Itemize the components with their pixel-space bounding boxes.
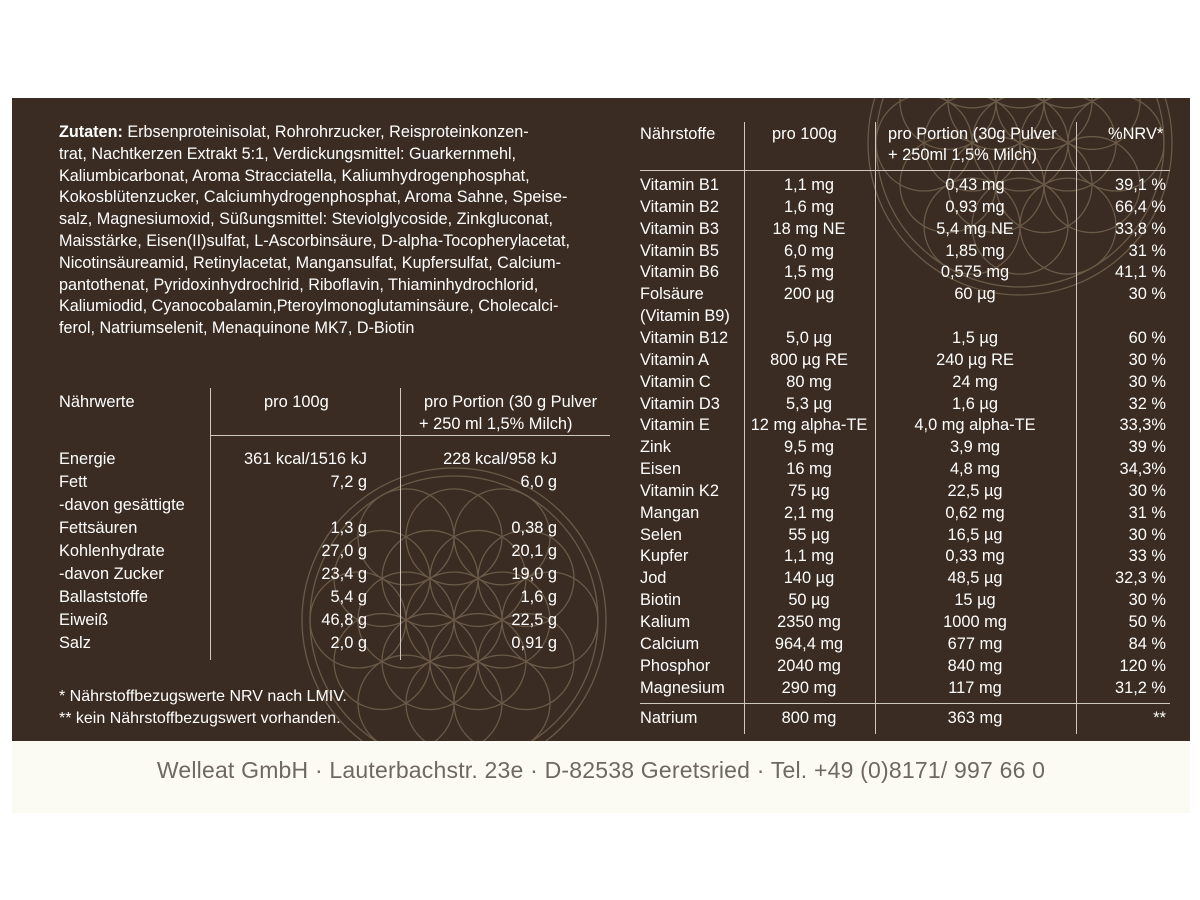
footer-band <box>12 741 1190 813</box>
nrv-percent: 33,3% <box>1119 416 1166 434</box>
value-per-portion: 0,575 mg <box>940 263 1010 281</box>
nrv-percent: 31 % <box>1128 504 1166 522</box>
value-per-100g: 46,8 g <box>321 611 367 629</box>
value-per-portion: 840 mg <box>947 657 1003 675</box>
value-per-portion: 228 kcal/958 kJ <box>443 450 557 468</box>
value-per-portion: 22,5 µg <box>947 482 1003 500</box>
value-per-100g: 5,4 g <box>330 588 367 606</box>
ingredients-line: Kokosblütenzucker, Calciumhydrogenphosphat, Aroma Sahne, Speise- <box>59 188 568 207</box>
naehrstoffe-header-portion-2: + 250ml 1,5% Milch) <box>888 146 1037 164</box>
row-divider <box>640 703 1170 704</box>
nrv-percent: 34,3% <box>1119 460 1166 478</box>
naehrstoffe-header-portion: pro Portion (30g Pulver <box>888 125 1057 143</box>
nutrient-name: Vitamin A <box>640 351 709 369</box>
value-per-portion: 0,91 g <box>511 634 557 652</box>
value-per-100g: 12 mg alpha-TE <box>750 416 868 434</box>
footnote: ** kein Nährstoffbezugswert vorhanden. <box>59 710 341 727</box>
value-per-100g: 5,3 µg <box>786 395 832 413</box>
nutrient-name: Vitamin B12 <box>640 329 729 347</box>
value-per-portion: 20,1 g <box>511 542 557 560</box>
nutrient-name: Magnesium <box>640 679 725 697</box>
value-per-100g: 5,0 µg <box>786 329 832 347</box>
nrv-percent: 39 % <box>1128 438 1166 456</box>
nrv-percent: 30 % <box>1128 373 1166 391</box>
ingredients-line: Nicotinsäureamid, Retinylacetat, Mangansulfat, Kupfersulfat, Calcium- <box>59 253 562 272</box>
nrv-percent: 50 % <box>1128 613 1166 631</box>
naehrwerte-header: Nährwerte <box>59 393 135 411</box>
ingredients-line: trat, Nachtkerzen Extrakt 5:1, Verdickungsmittel: Guarkernmehl, <box>59 144 517 163</box>
nrv-percent: 66,4 % <box>1114 198 1166 216</box>
value-per-100g: 2,0 g <box>330 634 367 652</box>
nrv-percent: 84 % <box>1128 635 1166 653</box>
value-per-100g: 50 µg <box>788 591 830 609</box>
value-per-portion: 0,62 mg <box>945 504 1005 522</box>
nutrient-name: Vitamin B6 <box>640 263 719 281</box>
nrv-percent: 31,2 % <box>1114 679 1166 697</box>
nutrient-name: Eisen <box>640 460 682 478</box>
value-per-100g: 1,6 mg <box>783 198 835 216</box>
nutrient-name: Kalium <box>640 613 691 631</box>
value-per-100g: 6,0 mg <box>783 242 835 260</box>
nrv-percent: ** <box>1153 709 1166 727</box>
nutrient-name: Vitamin B1 <box>640 176 719 194</box>
nrv-percent: 39,1 % <box>1114 176 1166 194</box>
ingredients-line: salz, Magnesiumoxid, Süßungsmittel: Steviolglycoside, Zinkgluconat, <box>59 210 553 229</box>
value-per-100g: 800 µg RE <box>770 351 848 369</box>
value-per-portion: 0,93 mg <box>945 198 1005 216</box>
nrv-percent: 32 % <box>1128 395 1166 413</box>
value-per-100g: 18 mg NE <box>772 220 846 238</box>
ingredients-text <box>59 122 614 340</box>
value-per-portion: 0,43 mg <box>945 176 1005 194</box>
nutrient-name: -davon gesättigte <box>59 496 185 514</box>
value-per-100g: 23,4 g <box>321 565 367 583</box>
nutrient-name: Fettsäuren <box>59 519 138 537</box>
value-per-100g: 361 kcal/1516 kJ <box>243 450 367 468</box>
value-per-portion: 1,6 g <box>520 588 557 606</box>
value-per-100g: 75 µg <box>788 482 830 500</box>
nutrient-name: Calcium <box>640 635 700 653</box>
value-per-100g: 27,0 g <box>321 542 367 560</box>
header-divider <box>640 170 1170 171</box>
nrv-percent: 30 % <box>1128 482 1166 500</box>
nutrient-name: Biotin <box>640 591 682 609</box>
value-per-100g: 7,2 g <box>330 473 367 491</box>
value-per-portion: 60 µg <box>954 285 996 303</box>
value-per-portion: 240 µg RE <box>936 351 1014 369</box>
value-per-portion: 5,4 mg NE <box>936 220 1014 238</box>
naehrstoffe-header-nrv: %NRV* <box>1108 125 1164 143</box>
nutrient-name: Salz <box>59 634 91 652</box>
column-divider <box>875 122 876 734</box>
naehrwerte-header-portion-2: + 250 ml 1,5% Milch) <box>419 415 573 433</box>
naehrstoffe-header-p100: pro 100g <box>772 125 837 143</box>
value-per-100g: 1,1 mg <box>783 547 835 565</box>
value-per-100g: 80 mg <box>786 373 832 391</box>
nutrient-name: Vitamin D3 <box>640 395 720 413</box>
value-per-100g: 55 µg <box>788 526 830 544</box>
naehrstoffe-header: Nährstoffe <box>640 125 716 143</box>
value-per-100g: 2350 mg <box>777 613 841 631</box>
nutrient-name: Zink <box>640 438 671 456</box>
nrv-percent: 120 % <box>1119 657 1166 675</box>
value-per-portion: 1,85 mg <box>945 242 1005 260</box>
ingredients-line: pantothenat, Pyridoxinhydrochlrid, Riboflavin, Thiaminhydrochlorid, <box>59 275 539 294</box>
nutrient-name: Natrium <box>640 709 698 727</box>
value-per-portion: 22,5 g <box>511 611 557 629</box>
nutrient-name: Phosphor <box>640 657 711 675</box>
value-per-100g: 2,1 mg <box>783 504 835 522</box>
ingredients-line: Erbsenproteinisolat, Rohrohrzucker, Reisproteinkonzen- <box>122 123 529 141</box>
value-per-portion: 117 mg <box>948 679 1002 697</box>
nutrient-name: -davon Zucker <box>59 565 164 583</box>
header-divider <box>210 435 610 436</box>
value-per-100g: 2040 mg <box>777 657 841 675</box>
nutrition-panel <box>12 98 1190 741</box>
value-per-portion: 677 mg <box>947 635 1003 653</box>
nrv-percent: 41,1 % <box>1114 263 1166 281</box>
value-per-100g: 1,3 g <box>330 519 367 537</box>
column-divider <box>1076 122 1077 734</box>
value-per-portion: 19,0 g <box>511 565 557 583</box>
value-per-100g: 200 µg <box>783 285 835 303</box>
value-per-portion: 1,6 µg <box>952 395 998 413</box>
nutrient-name: Vitamin B3 <box>640 220 719 238</box>
nutrient-name: Kohlenhydrate <box>59 542 165 560</box>
nutrient-name: Mangan <box>640 504 700 522</box>
nrv-percent: 30 % <box>1128 351 1166 369</box>
nrv-percent: 33,8 % <box>1114 220 1166 238</box>
nrv-percent: 33 % <box>1128 547 1166 565</box>
nutrient-name: Vitamin B5 <box>640 242 719 260</box>
nutrient-name: Energie <box>59 450 116 468</box>
nutrient-name: Jod <box>640 569 667 587</box>
ingredients-label: Zutaten: <box>59 123 123 141</box>
value-per-100g: 964,4 mg <box>774 635 844 653</box>
nrv-percent: 30 % <box>1128 591 1166 609</box>
ingredients-line: Kaliumiodid, Cyanocobalamin,Pteroylmonoglutaminsäure, Cholecalci- <box>59 297 559 316</box>
nutrient-name: Ballaststoffe <box>59 588 148 606</box>
nrv-percent: 60 % <box>1128 329 1166 347</box>
value-per-portion: 0,38 g <box>511 519 557 537</box>
value-per-portion: 1000 mg <box>943 613 1007 631</box>
value-per-100g: 1,5 mg <box>783 263 835 281</box>
value-per-portion: 4,8 mg <box>949 460 1001 478</box>
nrv-percent: 31 % <box>1128 242 1166 260</box>
value-per-portion: 16,5 µg <box>947 526 1003 544</box>
ingredients-line: ferol, Natriumselenit, Menaquinone MK7, D-Biotin <box>59 319 415 338</box>
value-per-100g: 16 mg <box>786 460 832 478</box>
value-per-portion: 3,9 mg <box>949 438 1001 456</box>
value-per-portion: 24 mg <box>952 373 998 391</box>
naehrwerte-header-p100: pro 100g <box>264 393 329 411</box>
value-per-portion: 0,33 mg <box>945 547 1005 565</box>
value-per-100g: 9,5 mg <box>783 438 835 456</box>
value-per-100g: 1,1 mg <box>783 176 835 194</box>
value-per-portion: 1,5 µg <box>952 329 998 347</box>
nrv-percent: 32,3 % <box>1114 569 1166 587</box>
value-per-portion: 48,5 µg <box>947 569 1003 587</box>
company-address: Welleat GmbH · Lauterbachstr. 23e · D-82538 Geretsried · Tel. +49 (0)8171/ 997 66 0 <box>156 757 1046 783</box>
column-divider <box>744 122 745 734</box>
value-per-portion: 15 µg <box>954 591 996 609</box>
value-per-portion: 4,0 mg alpha-TE <box>914 416 1036 434</box>
ingredients-line: Kaliumbicarbonat, Aroma Stracciatella, Kaliumhydrogenphosphat, <box>59 166 530 185</box>
nutrient-name: Vitamin C <box>640 373 711 391</box>
nrv-percent: 30 % <box>1128 285 1166 303</box>
nutrient-name: Selen <box>640 526 682 544</box>
nutrient-name: Vitamin E <box>640 416 710 434</box>
value-per-100g: 290 mg <box>781 679 837 697</box>
ingredients-line: Maisstärke, Eisen(II)sulfat, L-Ascorbinsäure, D-alpha-Tocopherylacetat, <box>59 231 571 250</box>
naehrwerte-header-portion: pro Portion (30 g Pulver <box>424 393 598 411</box>
value-per-portion: 6,0 g <box>520 473 557 491</box>
nutrient-name: Vitamin K2 <box>640 482 719 500</box>
footnote: * Nährstoffbezugswerte NRV nach LMIV. <box>59 688 347 705</box>
nrv-percent: 30 % <box>1128 526 1166 544</box>
nutrient-name: Fett <box>59 473 88 491</box>
nutrient-name: Vitamin B2 <box>640 198 719 216</box>
nutrient-name: Folsäure <box>640 285 704 303</box>
nutrient-name: Kupfer <box>640 547 689 565</box>
value-per-100g: 800 mg <box>781 709 837 727</box>
nutrient-name: Eiweiß <box>59 611 109 629</box>
nutrient-name: (Vitamin B9) <box>640 307 730 325</box>
value-per-portion: 363 mg <box>947 709 1003 727</box>
value-per-100g: 140 µg <box>783 569 835 587</box>
